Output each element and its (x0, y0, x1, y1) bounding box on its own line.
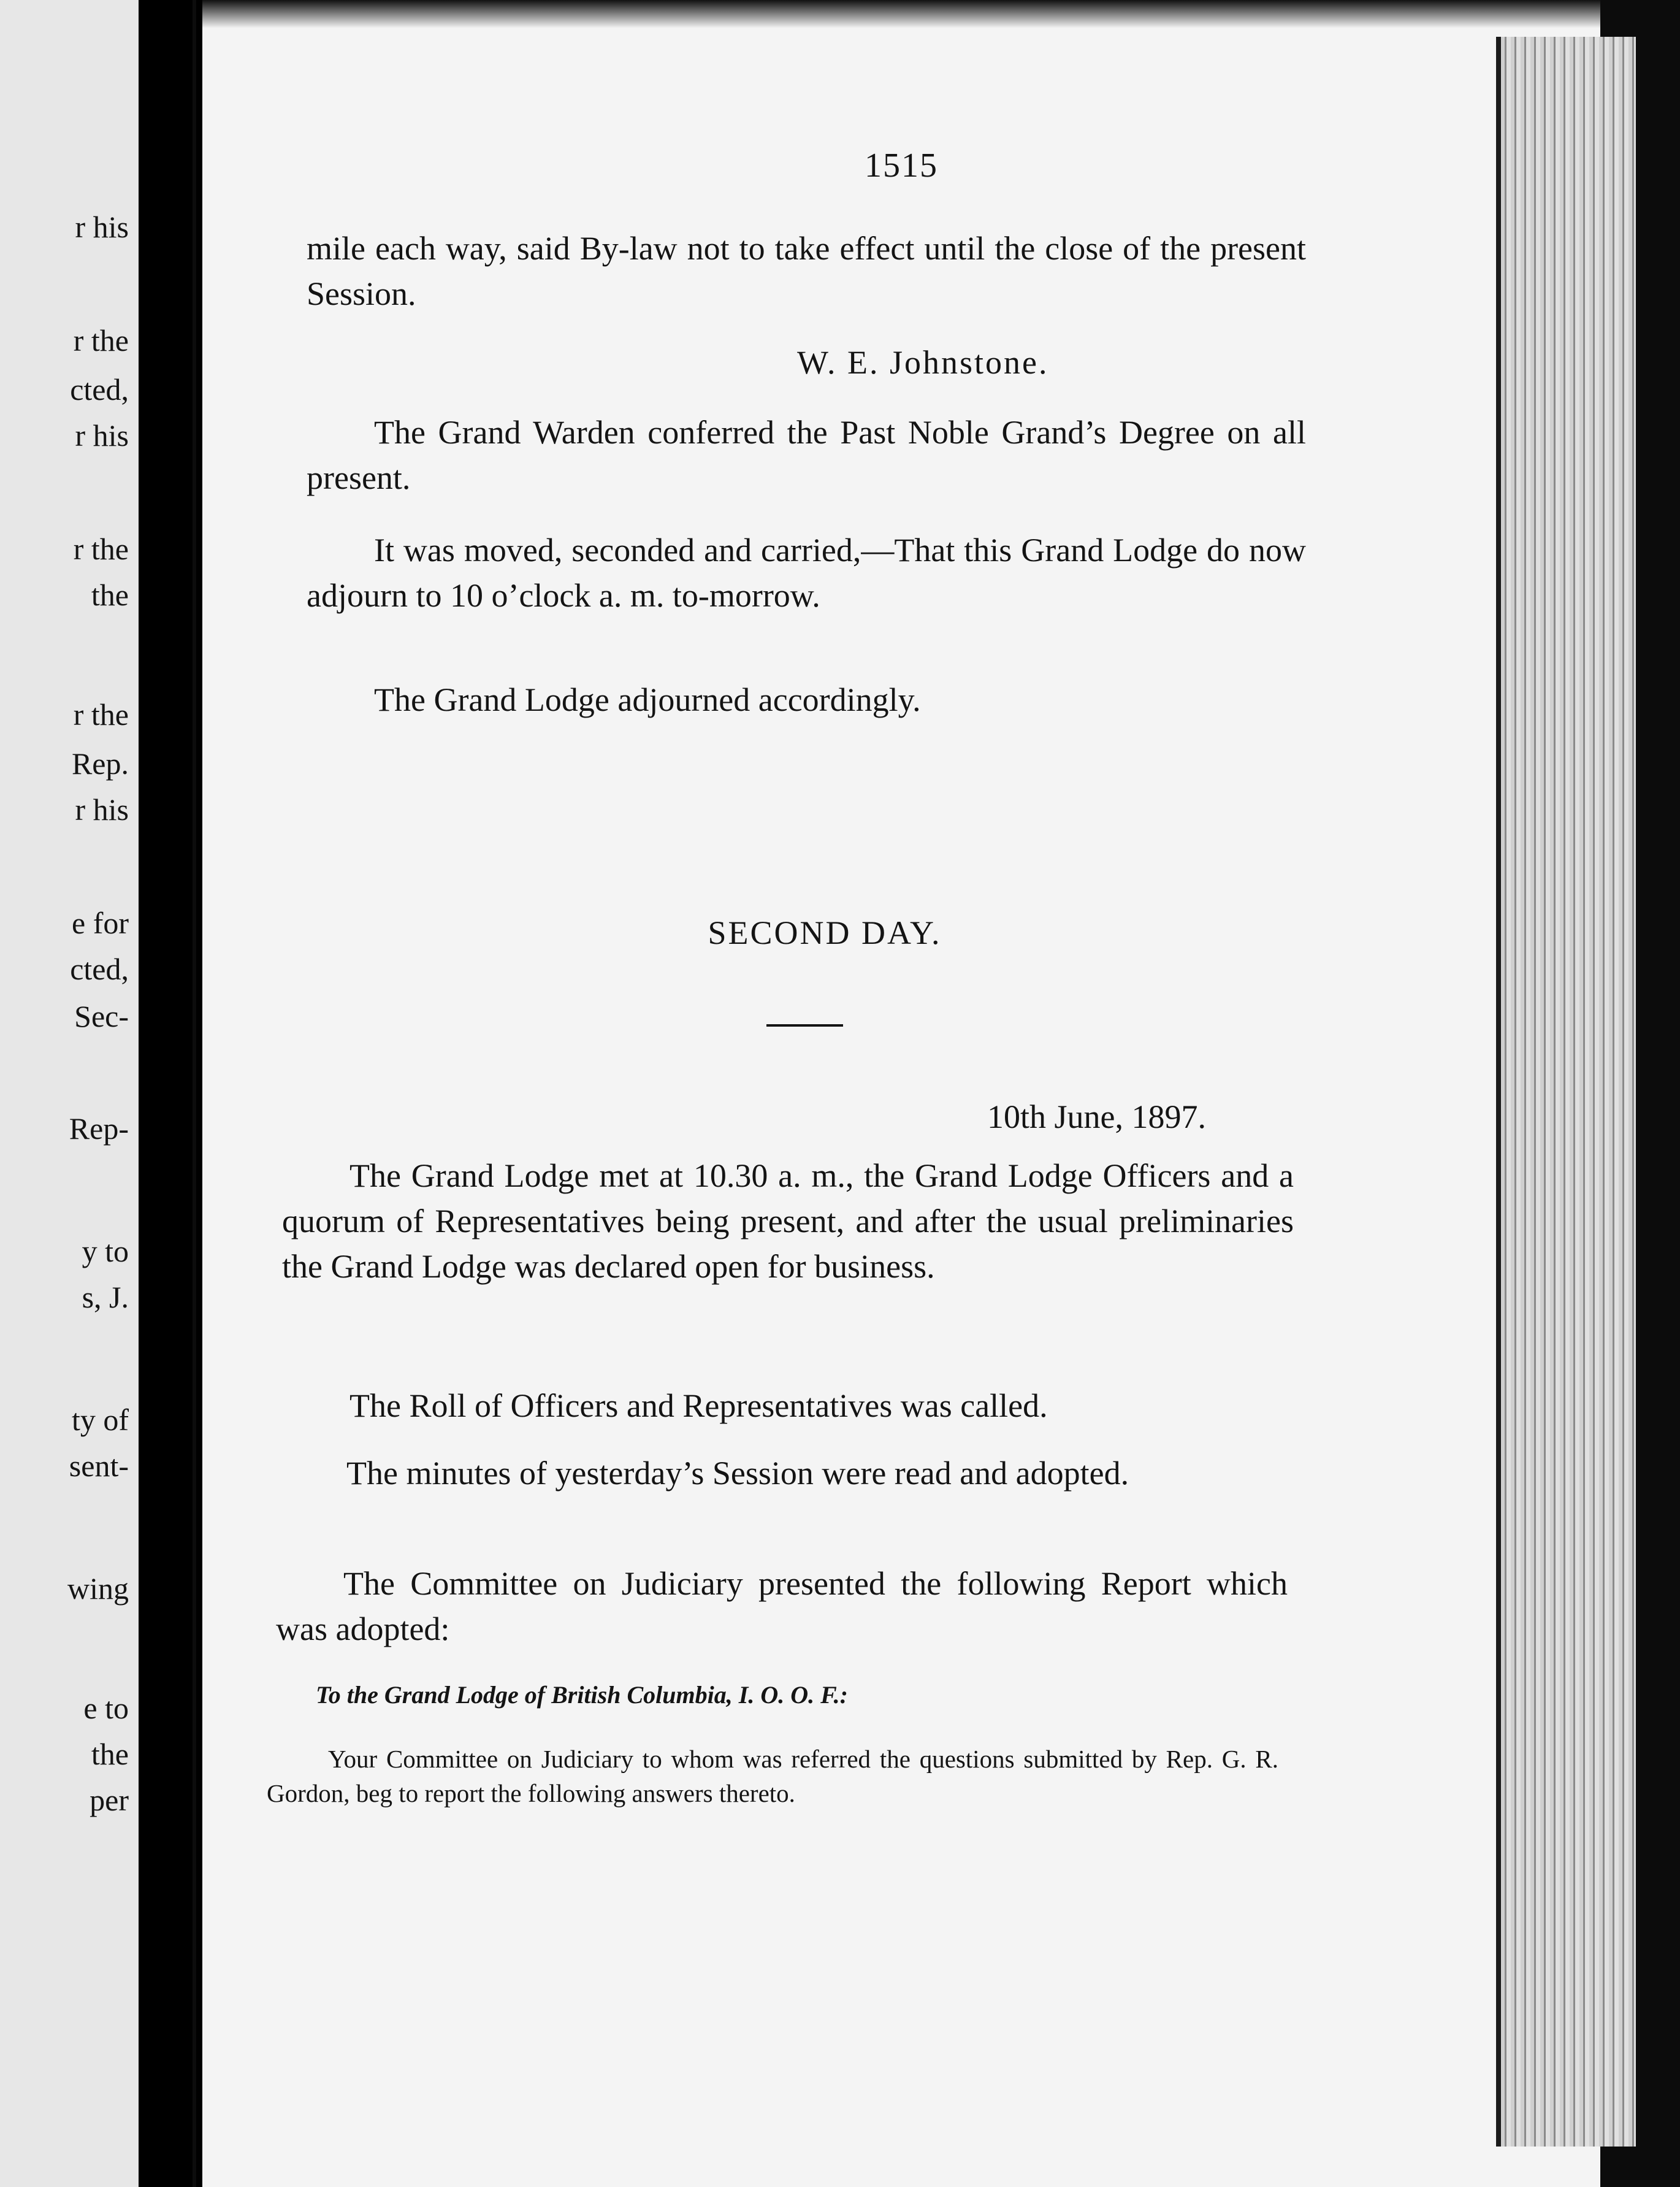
page-top-shadow (202, 0, 1600, 28)
book-gutter (139, 0, 193, 2187)
report-address: To the Grand Lodge of British Columbia, I. O. O. F.: (316, 1681, 848, 1709)
prev-page-fragment: wing (67, 1571, 129, 1606)
paragraph-text: The Committee on Judiciary presented the following Report which was adopted: (276, 1565, 1288, 1647)
prev-page-fragment: r his (75, 210, 129, 244)
paragraph (307, 226, 1306, 316)
prev-page-fragment: r the (73, 323, 129, 358)
document-page (196, 0, 1600, 2187)
prev-page-fragment: the (91, 1737, 129, 1771)
paragraph-continuation: mile each way, said By-law not to take effect until the close of the present Session. (307, 230, 1306, 312)
prev-page-fragment: cted, (70, 952, 129, 986)
prev-page-fragment: e to (83, 1691, 129, 1725)
prev-page-fragment: r his (75, 418, 129, 453)
report-paragraph (267, 1742, 1278, 1810)
prev-page-fragment: sent- (69, 1449, 129, 1483)
paragraph (279, 1450, 1291, 1496)
section-heading: SECOND DAY. (708, 914, 942, 951)
prev-page-fragment: e for (72, 906, 129, 940)
paragraph (307, 527, 1306, 618)
paragraph (307, 677, 1306, 722)
report-text: Your Committee on Judiciary to whom was referred the questions submitted by Rep. G. R. Gordon, beg to report the following answers thereto. (267, 1745, 1278, 1807)
signature: W. E. Johnstone. (797, 344, 1049, 381)
paragraph-text: It was moved, seconded and carried,—That this Grand Lodge do now adjourn to 10 o’clock a. m. to-morrow. (307, 532, 1306, 614)
date-line: 10th June, 1897. (987, 1098, 1206, 1135)
prev-page-fragment: the (91, 578, 129, 612)
prev-page-fragment: Rep- (69, 1111, 129, 1146)
prev-page-fragment: Rep. (71, 746, 129, 781)
prev-page-fragment: r his (75, 792, 129, 827)
paragraph-text: The Grand Warden conferred the Past Noble Grand’s Degree on all present. (307, 414, 1306, 496)
paragraph-text: The Roll of Officers and Representatives was called. (349, 1387, 1048, 1424)
page-number: 1515 (865, 147, 938, 185)
paragraph (282, 1153, 1294, 1289)
paragraph (276, 1561, 1288, 1652)
paragraph (282, 1383, 1294, 1428)
previous-page-edge (0, 0, 147, 2187)
prev-page-fragment: y to (82, 1234, 129, 1268)
prev-page-fragment: r the (73, 697, 129, 732)
prev-page-fragment: per (90, 1783, 129, 1817)
prev-page-fragment: s, J. (82, 1280, 129, 1314)
paragraph-text: The Grand Lodge adjourned accordingly. (374, 681, 921, 718)
book-fore-edge (1496, 37, 1636, 2147)
prev-page-fragment: r the (73, 532, 129, 566)
prev-page-fragment: cted, (70, 372, 129, 407)
heading-rule (766, 1024, 843, 1027)
paragraph (307, 410, 1306, 500)
prev-page-fragment: ty of (71, 1403, 129, 1437)
prev-page-fragment: Sec- (74, 999, 129, 1033)
paragraph-text: The Grand Lodge met at 10.30 a. m., the Grand Lodge Officers and a quorum of Representatives being present, and after the usual preliminaries the Grand Lodge was declared open for business. (282, 1157, 1294, 1285)
paragraph-text: The minutes of yesterday’s Session were read and adopted. (346, 1455, 1129, 1492)
